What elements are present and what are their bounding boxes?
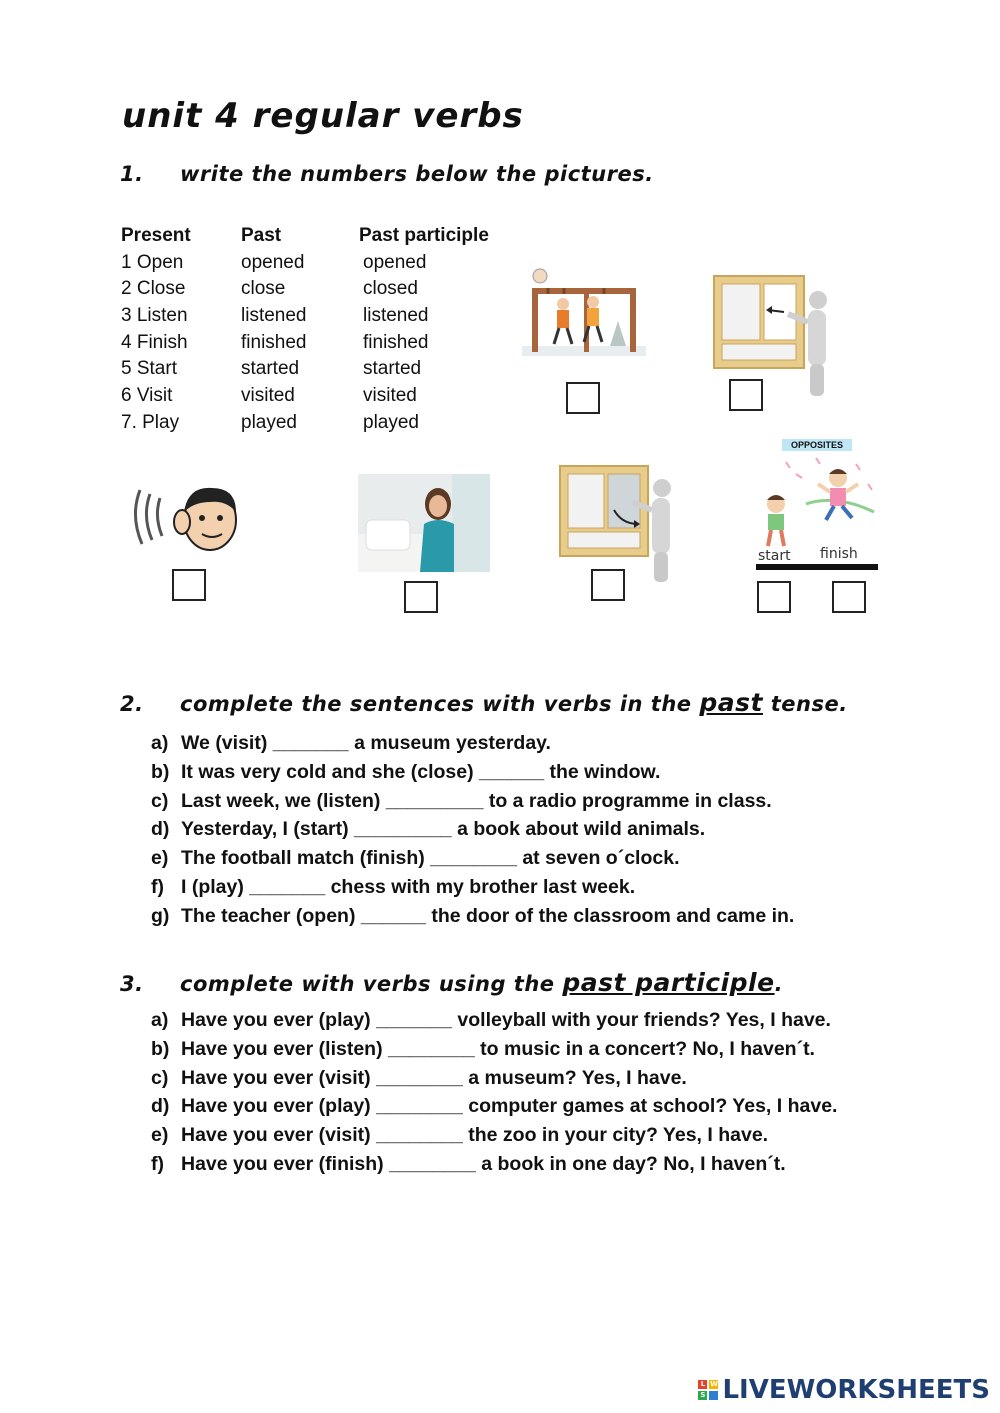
logo-square — [709, 1391, 718, 1400]
logo-square: S — [700, 1391, 706, 1399]
section-2-sentences — [151, 732, 794, 934]
item-text[interactable]: Have you ever (listen) ________ to music in a concert? No, I haven´t. — [181, 1037, 815, 1060]
opposites-banner: OPPOSITES — [782, 439, 852, 451]
item-letter: e) — [151, 847, 169, 870]
cell-participle: started — [363, 358, 422, 380]
item-text[interactable]: Last week, we (listen) _________ to a radio programme in class. — [181, 789, 772, 812]
list-item — [151, 1009, 837, 1038]
cell-present: 2 Close — [121, 278, 186, 300]
brand-name: LIVEWORKSHEETS — [722, 1375, 990, 1405]
list-item — [151, 1095, 837, 1124]
item-letter: a) — [151, 732, 169, 754]
item-text[interactable]: The teacher (open) ______ the door of the classroom and came in. — [181, 904, 795, 927]
cell-past: played — [241, 411, 297, 433]
section-3-heading-end: . — [774, 972, 784, 996]
table-row — [121, 305, 523, 332]
item-text[interactable]: The football match (finish) ________ at seven o´clock. — [181, 847, 680, 870]
section-3-heading — [120, 968, 783, 997]
table-row — [121, 332, 523, 359]
cell-past: listened — [241, 305, 307, 327]
cell-participle: listened — [363, 305, 429, 327]
table-row — [121, 412, 523, 439]
opposites-word-finish: finish — [820, 546, 858, 562]
section-1-heading — [120, 162, 654, 186]
logo-square: W — [710, 1380, 718, 1388]
woman-visit-picture — [358, 474, 490, 572]
item-text[interactable]: Have you ever (visit) ________ the zoo in your city? Yes, I have. — [181, 1124, 769, 1147]
answer-box[interactable] — [729, 379, 763, 411]
table-row — [121, 358, 523, 385]
item-text[interactable]: I (play) _______ chess with my brother last week. — [181, 875, 636, 898]
kids-playing-picture — [518, 266, 650, 358]
item-text[interactable]: Yesterday, I (start) _________ a book about wild animals. — [181, 818, 706, 841]
cell-participle: closed — [363, 278, 418, 300]
table-row — [121, 385, 523, 412]
item-text[interactable]: Have you ever (play) ________ computer games at school? Yes, I have. — [181, 1095, 838, 1118]
item-letter: f) — [151, 1152, 164, 1175]
item-letter: b) — [151, 1037, 170, 1060]
cell-present: 3 Listen — [121, 305, 188, 327]
cell-present: 5 Start — [121, 358, 177, 380]
opposites-kids — [756, 454, 878, 554]
opposites-card — [756, 436, 878, 572]
item-text[interactable]: It was very cold and she (close) ______ the window. — [181, 760, 661, 783]
item-letter: b) — [151, 760, 170, 783]
cell-participle: finished — [363, 331, 429, 353]
cell-participle: visited — [363, 385, 417, 407]
cell-present: 6 Visit — [121, 385, 173, 407]
item-text[interactable]: Have you ever (finish) ________ a book in one day? No, I haven´t. — [181, 1152, 786, 1175]
list-item — [151, 876, 794, 905]
cell-participle: opened — [363, 251, 427, 273]
list-item — [151, 847, 794, 876]
section-2-number: 2. — [120, 692, 144, 716]
page-title: unit 4 regular verbs — [122, 96, 524, 136]
header-past-participle: Past participle — [359, 225, 489, 246]
item-letter: g) — [151, 904, 170, 927]
logo-mark-icon — [698, 1380, 718, 1400]
list-item — [151, 818, 794, 847]
item-letter: a) — [151, 1009, 169, 1031]
item-text[interactable]: Have you ever (visit) ________ a museum? Yes, I have. — [181, 1066, 687, 1089]
cell-present: 1 Open — [121, 251, 184, 273]
list-item — [151, 1038, 837, 1067]
item-letter: d) — [151, 818, 170, 841]
answer-box[interactable] — [172, 569, 206, 601]
verb-table — [121, 225, 523, 439]
section-3-sentences — [151, 1009, 837, 1182]
item-letter: c) — [151, 789, 169, 812]
cell-past: started — [241, 358, 300, 380]
answer-box[interactable] — [404, 581, 438, 613]
section-3-number: 3. — [120, 972, 144, 996]
cell-past: visited — [241, 385, 295, 407]
opposites-word-start: start — [758, 548, 791, 564]
cell-participle: played — [363, 411, 419, 433]
section-2-heading — [120, 688, 848, 717]
logo-square: L — [698, 1380, 707, 1389]
answer-box[interactable] — [832, 581, 866, 613]
close-window-picture — [558, 462, 678, 584]
man-listening-picture — [130, 482, 246, 554]
list-item — [151, 905, 794, 934]
item-letter: f) — [151, 875, 164, 898]
item-letter: d) — [151, 1095, 170, 1118]
section-2-heading-highlight: past — [699, 688, 763, 717]
answer-box[interactable] — [591, 569, 625, 601]
table-row — [121, 278, 523, 305]
cell-past: close — [241, 278, 286, 300]
liveworksheets-logo — [698, 1375, 990, 1405]
section-1-heading-text: write the numbers below the pictures. — [180, 162, 654, 186]
table-row — [121, 252, 523, 279]
section-2-heading-end: tense. — [770, 692, 848, 716]
cell-past: opened — [241, 251, 305, 273]
list-item — [151, 1153, 837, 1182]
list-item — [151, 790, 794, 819]
header-past: Past — [241, 225, 282, 246]
list-item — [151, 761, 794, 790]
header-present: Present — [121, 225, 191, 246]
list-item — [151, 1124, 837, 1153]
section-2-heading-text: complete the sentences with verbs in the — [180, 692, 692, 716]
verb-table-header — [121, 225, 523, 252]
answer-box[interactable] — [757, 581, 791, 613]
cell-present: 4 Finish — [121, 331, 188, 353]
cell-past: finished — [241, 331, 307, 353]
opposites-bar — [756, 564, 878, 570]
section-1-number: 1. — [120, 162, 144, 186]
item-text[interactable]: Have you ever (play) _______ volleyball with your friends? Yes, I have. — [181, 1009, 831, 1031]
answer-box[interactable] — [566, 382, 600, 414]
section-3-heading-text: complete with verbs using the — [180, 972, 555, 996]
list-item — [151, 732, 794, 761]
section-3-heading-highlight: past participle — [562, 968, 775, 997]
item-text[interactable]: We (visit) _______ a museum yesterday. — [181, 732, 551, 754]
item-letter: e) — [151, 1124, 169, 1147]
list-item — [151, 1067, 837, 1096]
item-letter: c) — [151, 1066, 169, 1089]
cell-present: 7. Play — [121, 411, 180, 433]
